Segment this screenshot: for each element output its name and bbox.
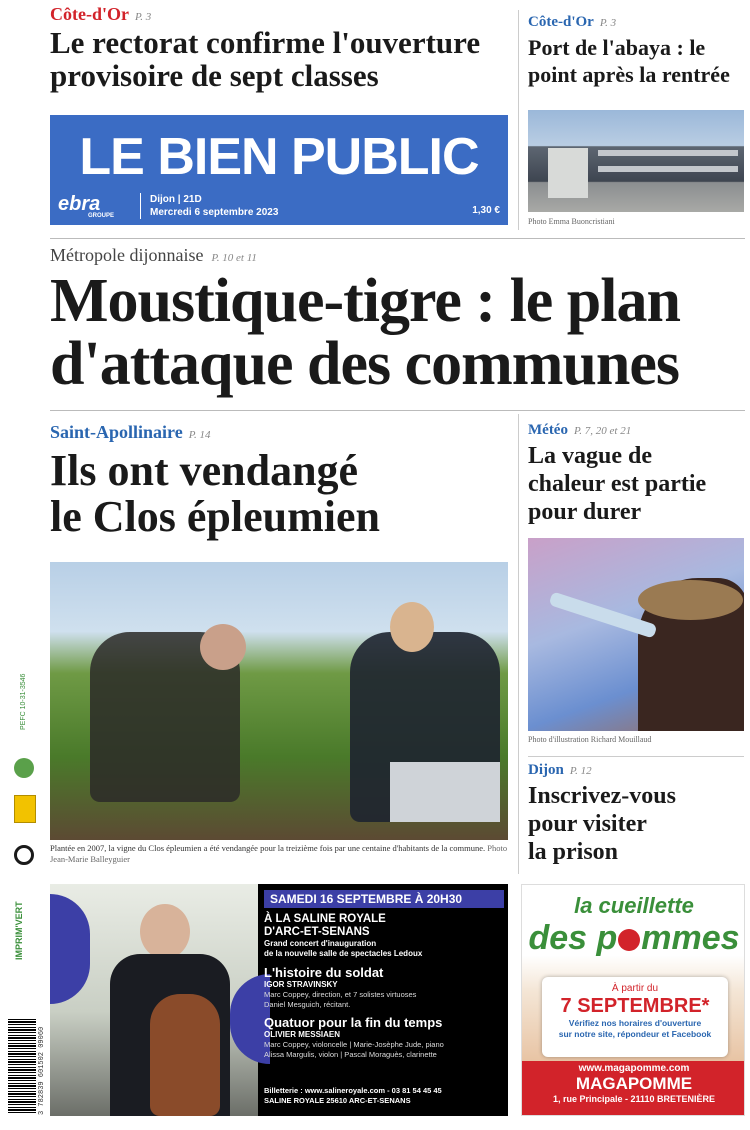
vendange-kicker: Saint-Apollinaire P. 14 <box>50 422 211 442</box>
lead-headline[interactable]: Moustique-tigre : le plan d'attaque des communes <box>50 267 680 398</box>
meteo-kicker: Météo P. 7, 20 et 21 <box>528 422 632 438</box>
barcode <box>8 1018 36 1113</box>
concert-date: SAMEDI 16 SEPTEMBRE À 20H30 <box>264 890 504 908</box>
work1-title: L'histoire du soldat <box>264 965 384 980</box>
work2-title: Quatuor pour la fin du temps <box>264 1015 443 1030</box>
building-photo <box>528 110 744 212</box>
lead-kicker: Métropole dijonnaise P. 10 et 11 <box>50 245 257 265</box>
masthead-title: LE BIEN PUBLIC <box>79 128 479 186</box>
triman-icon <box>14 845 34 865</box>
recycling-journal-icon <box>14 795 36 823</box>
top-right-kicker: Côte-d'Or P. 3 <box>528 14 617 30</box>
top-left-headline[interactable]: Le rectorat confirme l'ouverture provisoire de sept classes <box>50 25 481 93</box>
ad-red-band: www.magapomme.com MAGAPOMME 1, rue Principale - 21110 BRETENIÈRE <box>522 1061 745 1116</box>
pefc-icon <box>14 758 34 778</box>
top-right-photo-credit: Photo Emma Buoncristiani <box>528 217 615 226</box>
heat-wave-photo <box>528 538 744 731</box>
meteo-headline[interactable]: La vague de chaleur est partie pour durer <box>528 443 707 525</box>
apple-icon <box>618 929 640 951</box>
pefc-code: PEFC 10-31-3546 <box>20 673 27 730</box>
concert-ad[interactable]: SAMEDI 16 SEPTEMBRE À 20H30 À LA SALINE ROYALE D'ARC-ET-SENANS Grand concert d'inauguration de la nouvelle salle de spectacles Ledoux L'histoire du soldat IGOR STRAVINSKY Marc Coppey, direction, et 7 solistes virtuoses Daniel Mesguich, récitant. Quatuor pour la fin du temps OLIVIER MESSIAEN Marc Coppey, violoncelle | Marie-Josèphe Jude, piano Alissa Margulis, violon | Pascal Moraguès, clarinette Billetterie : www.salineroyale.com - 03 81 54 45 45 SALINE ROYALE 25610 ARC-ET-SENANS <box>50 884 508 1116</box>
ad-title-line1: la cueillette <box>574 893 694 918</box>
ad-info-box: À partir du 7 SEPTEMBRE* Vérifiez nos horaires d'ouverture sur notre site, répondeur et Facebook <box>542 977 728 1057</box>
ad-title-line2: des p mmes <box>528 919 740 957</box>
barcode-digits: 3 782839 601502 09060 <box>38 1026 46 1115</box>
masthead[interactable] <box>50 115 508 225</box>
top-left-kicker: Côte-d'Or P. 3 <box>50 4 152 24</box>
ebra-logo: ebra GROUPE <box>58 193 115 219</box>
imprim-vert-label: IMPRIM'VERT <box>14 901 24 960</box>
cellist-photo <box>50 884 258 1116</box>
vendange-headline[interactable]: Ils ont vendangé le Clos épleumien <box>50 446 380 541</box>
top-right-headline[interactable]: Port de l'abaya : le point après la rentrée <box>528 35 730 87</box>
vineyard-photo <box>50 562 508 840</box>
meteo-photo-credit: Photo d'illustration Richard Mouillaud <box>528 735 652 744</box>
masthead-price: 1,30 € <box>472 205 500 216</box>
concert-billetterie[interactable]: Billetterie : www.salineroyale.com - 03 81 54 45 45 SALINE ROYALE 25610 ARC-ET-SENANS <box>264 1086 442 1105</box>
dijon-kicker: Dijon P. 12 <box>528 762 592 778</box>
dijon-headline[interactable]: Inscrivez-vous pour visiter la prison <box>528 783 676 865</box>
vendange-caption: Plantée en 2007, la vigne du Clos épleumien a été vendangée pour la treizième fois par une centaine d'habitants de la commune. Photo Jean-Marie Balleyguier <box>50 843 508 864</box>
magapomme-ad[interactable] <box>521 884 745 1116</box>
masthead-date: Dijon | 21D Mercredi 6 septembre 2023 <box>150 194 279 218</box>
